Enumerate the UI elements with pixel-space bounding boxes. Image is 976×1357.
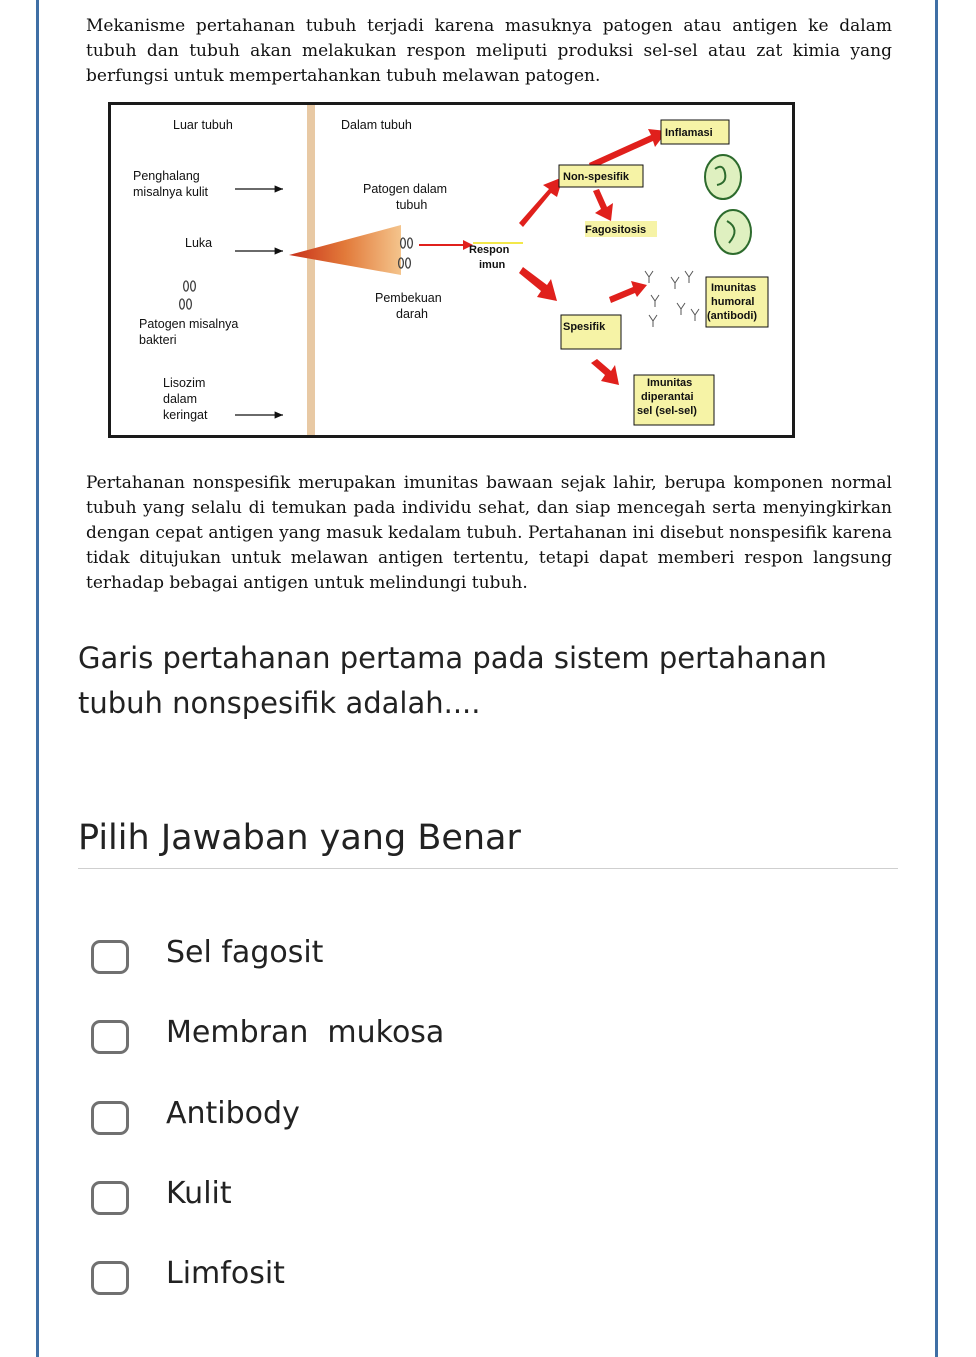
arrow-to-spesifik xyxy=(519,267,557,301)
label-sel-sel: sel (sel-sel) xyxy=(637,405,697,417)
label-pembekuan: Pembekuan xyxy=(375,291,442,305)
label-patogen-dalam: Patogen dalam xyxy=(363,182,448,196)
arrow-to-seluler xyxy=(591,359,619,385)
antibody-icons xyxy=(645,271,699,327)
phagocyte-cell-icon xyxy=(705,155,741,199)
label-respon: Respon xyxy=(469,244,510,256)
label-fagositosis: Fagositosis xyxy=(585,224,647,236)
label-antibodi: (antibodi) xyxy=(707,310,758,322)
left-frame-border xyxy=(36,0,39,1357)
label-penghalang: Penghalang xyxy=(133,169,200,183)
radio-button[interactable] xyxy=(91,1181,129,1215)
radio-button[interactable] xyxy=(91,1261,129,1295)
answer-option-label[interactable]: Antibody xyxy=(166,1096,300,1131)
label-inflamasi: Inflamasi xyxy=(665,127,713,139)
right-frame-border xyxy=(935,0,938,1357)
label-spesifik: Spesifik xyxy=(563,321,606,333)
label-diperantai: diperantai xyxy=(641,391,694,403)
answer-option-label[interactable]: Kulit xyxy=(166,1176,232,1211)
label-keringat: keringat xyxy=(163,408,208,422)
label-dalam-tubuh: Dalam tubuh xyxy=(341,118,412,132)
label-imunitas-humoral: Imunitas xyxy=(711,282,757,294)
label-luka: Luka xyxy=(185,236,213,250)
label-imun: imun xyxy=(479,259,506,271)
label-imunitas-seluler: Imunitas xyxy=(647,377,693,389)
label-luar-tubuh: Luar tubuh xyxy=(173,118,233,132)
answer-option-2[interactable] xyxy=(88,1012,788,1060)
radio-button[interactable] xyxy=(91,940,129,974)
second-paragraph: Pertahanan nonspesifik merupakan imunitas bawaan sejak lahir, berupa komponen normal tubuh yang selalu di temukan pada individu sehat, dan siap mencegah serta menyingkirkan dengan cepat antigen yang masuk kedalam tubuh. Pertahanan ini disebut nonspesifik karena tidak ditujukan untuk melawan antigen tertentu, tetapi dapat memberi respon langsung terhadap bebagai antigen untuk melindungi tubuh. xyxy=(86,473,892,593)
pathogen-entry-cone xyxy=(289,225,401,275)
label-patogen-misalnya: Patogen misalnya xyxy=(139,317,239,331)
answer-option-1[interactable] xyxy=(88,932,788,980)
arrow-to-nonspesifik xyxy=(519,177,563,227)
intro-paragraph: Mekanisme pertahanan tubuh terjadi karena masuknya patogen atau antigen ke dalam tubuh dan tubuh akan melakukan respon meliputi produksi sel-sel atau zat kimia yang berfungsi untuk mempertahankan tubuh melawan patogen. xyxy=(86,16,892,86)
label-non-spesifik: Non-spesifik xyxy=(563,171,630,183)
arrow-to-fagositosis xyxy=(593,189,613,221)
label-misalnya-kulit: misalnya kulit xyxy=(133,185,209,199)
label-darah: darah xyxy=(396,307,428,321)
label-lisozim: Lisozim xyxy=(163,376,206,390)
immune-defense-diagram xyxy=(108,102,795,438)
choose-answer-heading: Pilih Jawaban yang Benar xyxy=(78,818,521,858)
label-dalam: dalam xyxy=(163,392,198,406)
answer-option-label[interactable]: Limfosit xyxy=(166,1256,285,1291)
answer-option-3[interactable] xyxy=(88,1093,788,1141)
label-bakteri: bakteri xyxy=(139,333,177,347)
skin-barrier-strip xyxy=(307,105,315,435)
arrow-to-humoral xyxy=(609,281,647,303)
answer-option-4[interactable] xyxy=(88,1173,788,1221)
bacteria-icon-outside xyxy=(180,281,196,309)
arrow-to-inflamasi xyxy=(589,129,667,169)
label-humoral: humoral xyxy=(711,296,755,308)
answer-option-5[interactable] xyxy=(88,1253,788,1301)
diagram-svg xyxy=(111,105,792,435)
answer-option-label[interactable]: Membran mukosa xyxy=(166,1015,445,1050)
macrophage-cell-icon xyxy=(715,210,751,254)
label-tubuh: tubuh xyxy=(396,198,428,212)
answer-option-label[interactable]: Sel fagosit xyxy=(166,935,324,970)
heading-divider xyxy=(78,868,898,869)
radio-button[interactable] xyxy=(91,1020,129,1054)
question-text: Garis pertahanan pertama pada sistem pertahanan tubuh nonspesifik adalah.... xyxy=(78,641,827,720)
radio-button[interactable] xyxy=(91,1101,129,1135)
